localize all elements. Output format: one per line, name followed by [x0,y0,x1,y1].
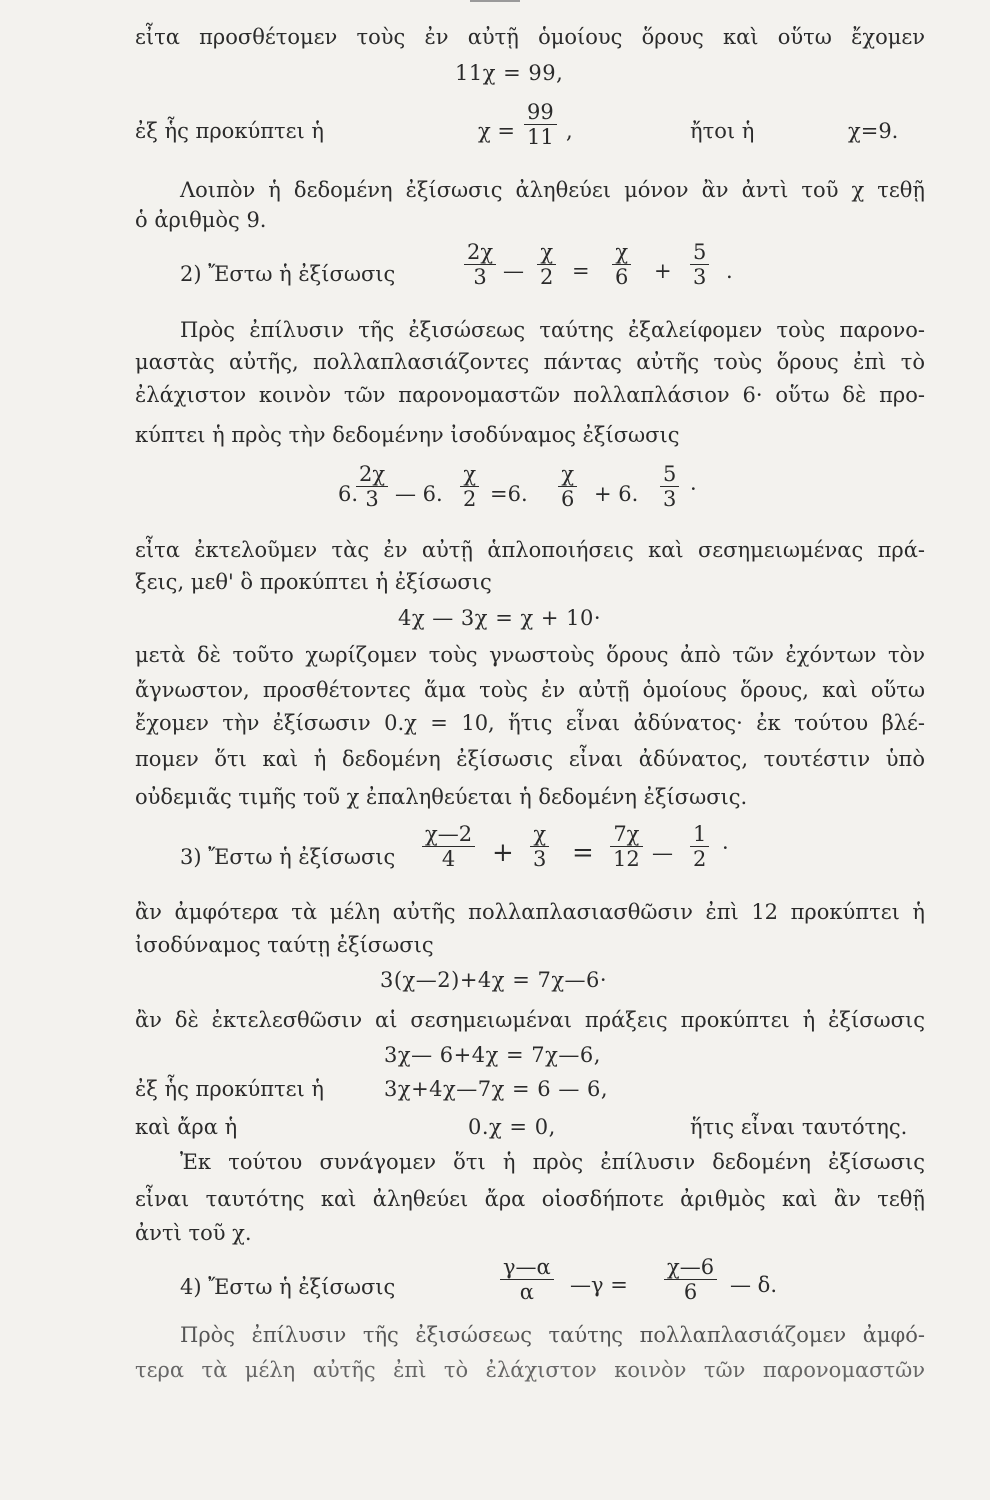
equation: χ=9. [848,119,899,143]
fraction-denominator: α [519,1280,534,1304]
operator: = [572,259,590,283]
text-line: ἐξ ἧς προκύπτει ἡ [135,119,324,143]
fraction [356,462,388,511]
text-line: εἶτα προσθέτομεν τοὺς ἐν αὐτῇ ὁμοίους ὅρους καὶ οὕτω ἔχομεν [135,25,925,49]
fraction-numerator: 2χ [356,462,388,487]
fraction [690,240,709,289]
coefficient: =6. [490,482,528,506]
fraction-denominator: 6 [561,487,575,511]
coefficient: + 6. [594,482,639,506]
fraction-denominator: 3 [693,265,707,289]
operator: + [492,838,514,868]
fraction-denominator: 6 [683,1280,698,1304]
fraction-denominator: 2 [463,487,477,511]
equation: 11χ = 99, [455,61,564,85]
text-line: ἥτις εἶναι ταυτότης. [690,1115,908,1139]
text-line: ἰσοδύναμος ταύτῃ ἐξίσωσις [135,933,434,957]
text-line: ἐξ ἧς προκύπτει ἡ [135,1077,324,1101]
fraction [500,1255,554,1304]
fraction [612,240,631,289]
operator: — [652,841,673,865]
text-line: ἤτοι ἡ [690,119,755,143]
equation: 3χ— 6+4χ = 7χ—6, [384,1043,601,1067]
operator: —γ = [570,1273,628,1297]
text-line: μαστὰς αὐτῆς, πολλαπλασιάζοντες πάντας αὐτῆς τοὺς ὅρους ἐπὶ τὸ [135,350,925,374]
punctuation: · [690,477,697,501]
fraction-numerator: 1 [690,822,709,847]
fraction-numerator: 5 [690,240,709,265]
fraction-numerator: χ—2 [422,822,475,847]
fraction-denominator: 6 [615,265,629,289]
fraction [664,1255,717,1304]
text-line: ξεις, μεθ' ὃ προκύπτει ἡ ἐξίσωσις [135,570,492,594]
example-label: 3) Ἔστω ἡ ἐξίσωσις [180,845,396,869]
text-line: εἶτα ἐκτελοῦμεν τὰς ἐν αὐτῇ ἁπλοποιήσεις καὶ σεσημειωμένας πρά- [135,538,925,562]
fraction-numerator: 2χ [464,240,496,265]
fraction [530,822,549,871]
text-line: πομεν ὅτι καὶ ἡ δεδομένη ἐξίσωσις εἶναι ἀδύνατος, τουτέστιν ὑπὸ [135,747,925,771]
fraction-denominator: 12 [613,847,640,871]
fraction [660,462,679,511]
text-line: ἂν δὲ ἐκτελεσθῶσιν αἱ σεσημειωμέναι πράξεις προκύπτει ἡ ἐξίσωσις [135,1008,925,1032]
fraction-numerator: χ—6 [664,1255,717,1280]
example-label: 2) Ἔστω ἡ ἐξίσωσις [180,262,396,286]
operator: — δ. [730,1273,777,1297]
fraction-numerator: γ—α [500,1255,554,1280]
fraction-denominator: 11 [527,125,554,149]
fraction-numerator: χ [558,462,577,487]
page-number-mark [470,0,520,2]
text-line: Πρὸς ἐπίλυσιν τῆς ἐξισώσεως ταύτης πολλαπλασιάζομεν ἀμφό- [180,1323,925,1347]
fraction-denominator: 3 [663,487,677,511]
operator: + [654,259,672,283]
fraction-numerator: χ [530,822,549,847]
fraction-numerator: 99 [524,100,557,125]
fraction [690,822,709,871]
text-line: εἶναι ταυτότης καὶ ἀληθεύει ἄρα οἱοσδήποτε ἀριθμὸς καὶ ἂν τεθῇ [135,1187,925,1211]
equation: 4χ — 3χ = χ + 10· [398,606,602,630]
equation: 3χ+4χ—7χ = 6 — 6, [384,1077,609,1101]
fraction-denominator: 3 [473,265,487,289]
equation-lhs: χ = [478,119,515,143]
fraction [558,462,577,511]
fraction-denominator: 3 [365,487,379,511]
text-line: οὐδεμιᾶς τιμῆς τοῦ χ ἐπαληθεύεται ἡ δεδομένη ἐξίσωσις. [135,785,748,809]
punctuation: . [726,259,733,283]
coefficient: 6. [338,482,359,506]
example-label: 4) Ἔστω ἡ ἐξίσωσις [180,1275,396,1299]
text-line: Ἐκ τούτου συνάγομεν ὅτι ἡ πρὸς ἐπίλυσιν δεδομένη ἐξίσωσις [180,1150,925,1174]
fraction [610,822,643,871]
operator: = [572,838,594,868]
fraction-numerator: χ [537,240,556,265]
text-line: ἔχομεν τὴν ἐξίσωσιν 0.χ = 10, ἥτις εἶναι ἀδύνατος· ἐκ τούτου βλέ- [135,711,925,735]
fraction [524,100,557,149]
text-line: μετὰ δὲ τοῦτο χωρίζομεν τοὺς γνωστοὺς ὅρους ἀπὸ τῶν ἐχόντων τὸν [135,643,925,667]
text-line: ὁ ἀριθμὸς 9. [135,208,267,232]
punctuation: , [566,119,573,143]
fraction-numerator: 7χ [610,822,643,847]
operator: — [503,259,524,283]
text-line: Πρὸς ἐπίλυσιν τῆς ἐξισώσεως ταύτης ἐξαλείφομεν τοὺς παρονο- [180,318,925,342]
fraction-numerator: 5 [660,462,679,487]
fraction [422,822,475,871]
fraction [537,240,556,289]
text-line: ἀντὶ τοῦ χ. [135,1221,252,1245]
text-line: ἂν ἀμφότερα τὰ μέλη αὐτῆς πολλαπλασιασθῶσιν ἐπὶ 12 προκύπτει ἡ [135,900,925,924]
coefficient: — 6. [395,482,443,506]
equation: 3(χ—2)+4χ = 7χ—6· [380,968,608,992]
text-line: καὶ ἄρα ἡ [135,1115,238,1139]
fraction [460,462,479,511]
text-line: τερα τὰ μέλη αὐτῆς ἐπὶ τὸ ἐλάχιστον κοινὸν τῶν παρονομαστῶν [135,1358,925,1382]
punctuation: · [722,836,729,860]
text-line: ἐλάχιστον κοινὸν τῶν παρονομαστῶν πολλαπλάσιον 6· οὕτω δὲ προ- [135,383,925,407]
fraction-denominator: 2 [540,265,554,289]
fraction-denominator: 4 [441,847,456,871]
text-line: κύπτει ἡ πρὸς τὴν δεδομένην ἰσοδύναμος ἐξίσωσις [135,423,680,447]
fraction-denominator: 2 [693,847,707,871]
text-line: Λοιπὸν ἡ δεδομένη ἐξίσωσις ἀληθεύει μόνον ἂν ἀντὶ τοῦ χ τεθῇ [180,178,925,202]
fraction-numerator: χ [460,462,479,487]
fraction-numerator: χ [612,240,631,265]
fraction [464,240,496,289]
fraction-denominator: 3 [533,847,547,871]
text-line: ἄγνωστον, προσθέτοντες ἅμα τοὺς ἐν αὐτῇ ὁμοίους ὅρους, καὶ οὕτω [135,678,925,702]
equation: 0.χ = 0, [468,1115,556,1139]
